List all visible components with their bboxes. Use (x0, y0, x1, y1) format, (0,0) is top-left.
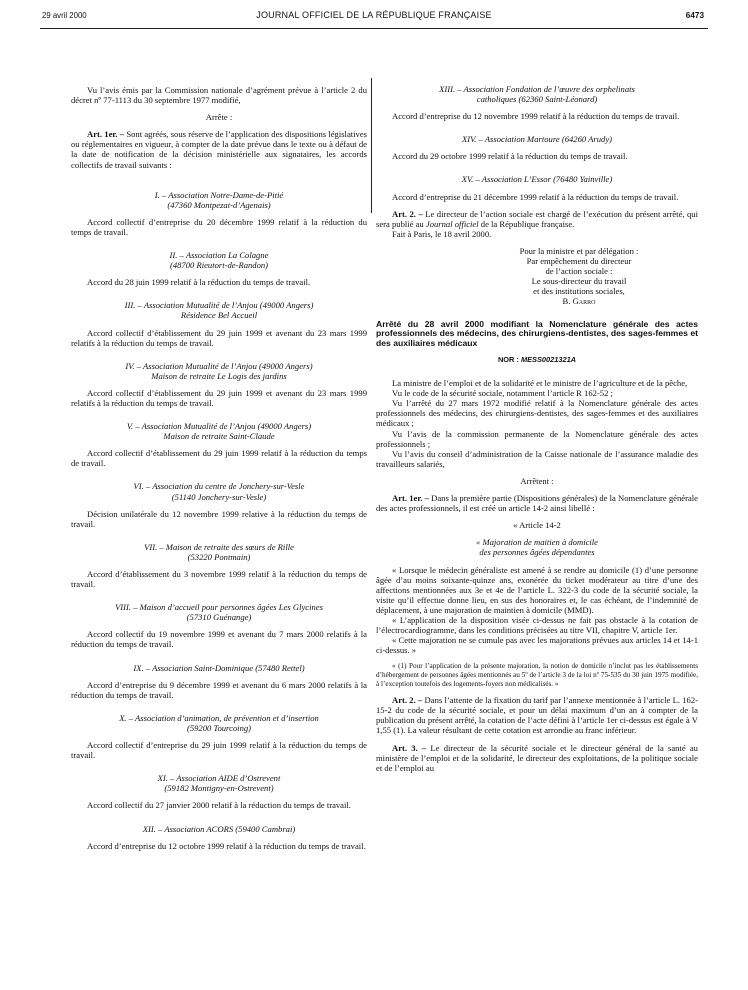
agreement-item: V. – Association Mutualité de l’Anjou (49000 Angers) Maison de retraite Saint-Claude Accord collectif d’établissement du 29 juin 1999 relatif à la réduction du temps de travail. (71, 421, 367, 469)
agreement-item: XV. – Association L’Essor (76480 Yainville) Accord d’entreprise du 21 décembre 1999 relatif à la réduction du temps de travail. (392, 174, 679, 202)
arretent-label: Arrêtent : (520, 475, 554, 486)
nor-reference: NOR : MESS0021321A (497, 355, 577, 364)
article-2: Art. 2. – Le directeur de l’action sociale est chargé de l’exécution du présent arrêté, qui sera publié au Journal officiel de la République française. (376, 208, 698, 229)
header-title: JOURNAL OFFICIEL DE LA RÉPUBLIQUE FRANÇAISE (256, 10, 492, 20)
page-header (0, 8, 748, 26)
agreement-item: IX. – Association Saint-Dominique (57480 Rettel) Accord d’entreprise du 9 décembre 1999 et avenant du 6 mars 2000 relatifs à la réduction du temps de travail. (71, 662, 367, 700)
agreement-item: I. – Association Notre-Dame-de-Pitié (47360 Montpezat-d’Agenais) Accord collectif d’entreprise du 20 décembre 1999 relatif à la réduction du temps de travail. (71, 189, 367, 237)
arrete-label: Arrête : (205, 112, 233, 123)
article-1: Art. 1er. – Sont agréés, sous réserve de l’application des dispositions législatives ou réglementaires en vigueur, à compter de la date prévue dans le texte ou à défaut de la date de notification de la décision ministérielle aux signataires, les accords collectifs de travail suivants : (71, 129, 367, 170)
visa: Vu l’arrêté du 27 mars 1972 modifié relatif à la Nomenclature générale des actes professionnels des médecins, des chirurgiens-dentistes, des sages-femmes et des auxiliaires médicaux ; (376, 398, 698, 429)
agreement-item: XIV. – Association Martoure (64260 Arudy) Accord du 29 octobre 1999 relatif à la réduction du temps de travail. (392, 134, 628, 162)
agreement-item: IV. – Association Mutualité de l’Anjou (49000 Angers) Maison de retraite Le Logis des jardins Accord collectif d’établissement du 29 juin 1999 et avenant du 23 mars 1999 relatifs à la réduction du temps de travail. (71, 360, 367, 408)
quote-paragraph: « Cette majoration ne se cumule pas avec les majorations prévues aux articles 14 et 14-1 ci-dessus. » (376, 635, 698, 656)
fait-a-paris: Fait à Paris, le 18 avril 2000. (392, 228, 492, 239)
preamble: La ministre de l’emploi et de la solidarité et le ministre de l’agriculture et de la pêche, (392, 378, 688, 389)
column-divider (371, 78, 372, 213)
agreement-item: XI. – Association AIDE d’Ostrevent (59182 Montigny-en-Ostrevent) Accord collectif du 27 janvier 2000 relatif à la réduction du temps de travail. (87, 773, 351, 811)
decree-title: Arrêté du 28 avril 2000 modifiant la Nomenclature générale des actes professionnels des médecins, des chirurgiens-dentistes, des sages-femmes et des auxiliaires médicaux (376, 318, 698, 348)
quote-paragraph: « Lorsque le médecin généraliste est amené à se rendre au domicile (1) d’une personne âgée d’au moins soixante-quinze ans, exonérée du ticket modérateur au titre d’une des affections mentionnées aux 3e et 4e de l’article L. 322-3 du code de la sécurité sociale, la visite qu’il effectue donne lieu, en sus des honoraires et, le cas échéant, de l’indemnité de déplacement, à une majoration de maintien à domicile (MMD). (376, 564, 698, 615)
agreement-item: VI. – Association du centre de Jonchery-sur-Vesle (51140 Jonchery-sur-Vesle) Décision unilatérale du 12 novembre 1999 relative à la réduction du temps de travail. (71, 481, 367, 529)
visa: Vu le code de la sécurité sociale, notamment l’article R 162-52 ; (392, 388, 613, 399)
article-3: Art. 3. – Le directeur de la sécurité sociale et le directeur général de la santé au ministère de l’emploi et de la solidarité, le directeur des exploitations, de la politique sociale et de l’emploi au (376, 742, 698, 773)
agreement-item: II. – Association La Colagne (48700 Rieutort-de-Randon) Accord du 28 juin 1999 relatif à la réduction du temps de travail. (87, 250, 311, 288)
visa: Vu l’avis de la commission permanente de la Nomenclature générale des actes professionnels ; (376, 428, 698, 449)
majoration-heading: « Majoration de maitien à domicile (476, 537, 598, 548)
majoration-heading: des personnes âgées dépendantes (479, 547, 595, 558)
agreement-item: XIII. – Association Fondation de l’œuvre des orphelinats catholiques (62360 Saint-Léonard) Accord d’entreprise du 12 novembre 1999 relatif à la réduction du temps de travail. (392, 84, 680, 122)
article-1b: Art. 1er. – Dans la première partie (Dispositions générales) de la Nomenclature générale des actes professionnels, il est créé un article 14-2 ainsi libellé : (376, 493, 698, 514)
agreement-item: III. – Association Mutualité de l’Anjou (49000 Angers) Résidence Bel Accueil Accord collectif d’établissement du 29 juin 1999 et avenant du 23 mars 1999 relatifs à la réduction du temps de travail. (71, 300, 367, 348)
agreement-item: VIII. – Maison d’accueil pour personnes âgées Les Glycines (57310 Guénange) Accord collectif du 19 novembre 1999 et avenant du 7 mars 2000 relatifs à la réduction du temps de travail. (71, 602, 367, 650)
header-rule (40, 28, 708, 29)
right-column (376, 84, 698, 773)
left-column (71, 85, 367, 851)
intro-paragraph: Vu l’avis émis par la Commission nationale d’agrément prévue à l’article 2 du décret nº 77-1113 du 30 septembre 1977 modifié, (71, 85, 367, 106)
agreement-item: X. – Association d’animation, de prévention et d’insertion (59200 Tourcoing) Accord collectif d’entreprise du 29 juin 1999 relatif à la réduction du temps de travail. (71, 712, 367, 761)
footnote: « (1) Pour l’application de la présente majoration, la notion de domicile n’inclut pas les établissements d’hébergement de personnes âgées mentionnés au 5º de l’article 3 de la loi nº 75-535 du 30 juin 1975 modifiée, à l’exception toutefois des logements-foyers non médicalisés. » (376, 662, 698, 688)
header-date: 29 avril 2000 (42, 11, 87, 20)
agreement-item: XII. – Association ACORS (59400 Cambrai) Accord d’entreprise du 12 octobre 1999 relatif à la réduction du temps de travail. (87, 823, 366, 851)
page-number: 6473 (685, 11, 704, 20)
signature-block: Pour la ministre et par délégation : Par empêchement du directeur de l’action sociale : Le sous-directeur du travail et des institutions sociales, B. Garro (519, 245, 639, 307)
agreement-item: VII. – Maison de retraite des sœurs de Rille (53220 Pontmain) Accord d’établissement du 3 novembre 1999 relatif à la réduction du temps de travail. (71, 541, 367, 590)
visa: Vu l’avis du conseil d’administration de la Caisse nationale de l’assurance maladie des travailleurs salariés, (376, 448, 698, 469)
quote-paragraph: « L’application de la disposition visée ci-dessus ne fait pas obstacle à la cotation de l’électrocardiogramme, dans les conditions précisées au titre VII, chapitre V, article 1er. (376, 614, 698, 636)
article-2b: Art. 2. – Dans l’attente de la fixation du tarif par l’annexe mentionnée à l’article L. 162-15-2 du code de la sécurité sociale, et pour un délai maximum d’un an à compter de la publication du présent arrêté, la cotation de l’acte défini à l’article 1er ci-dessus est égale à V 1,55 (1). La valeur résultant de cette cotation est arrondie au franc inférieur. (376, 695, 698, 736)
article-14-2-title: « Article 14-2 (513, 520, 561, 531)
